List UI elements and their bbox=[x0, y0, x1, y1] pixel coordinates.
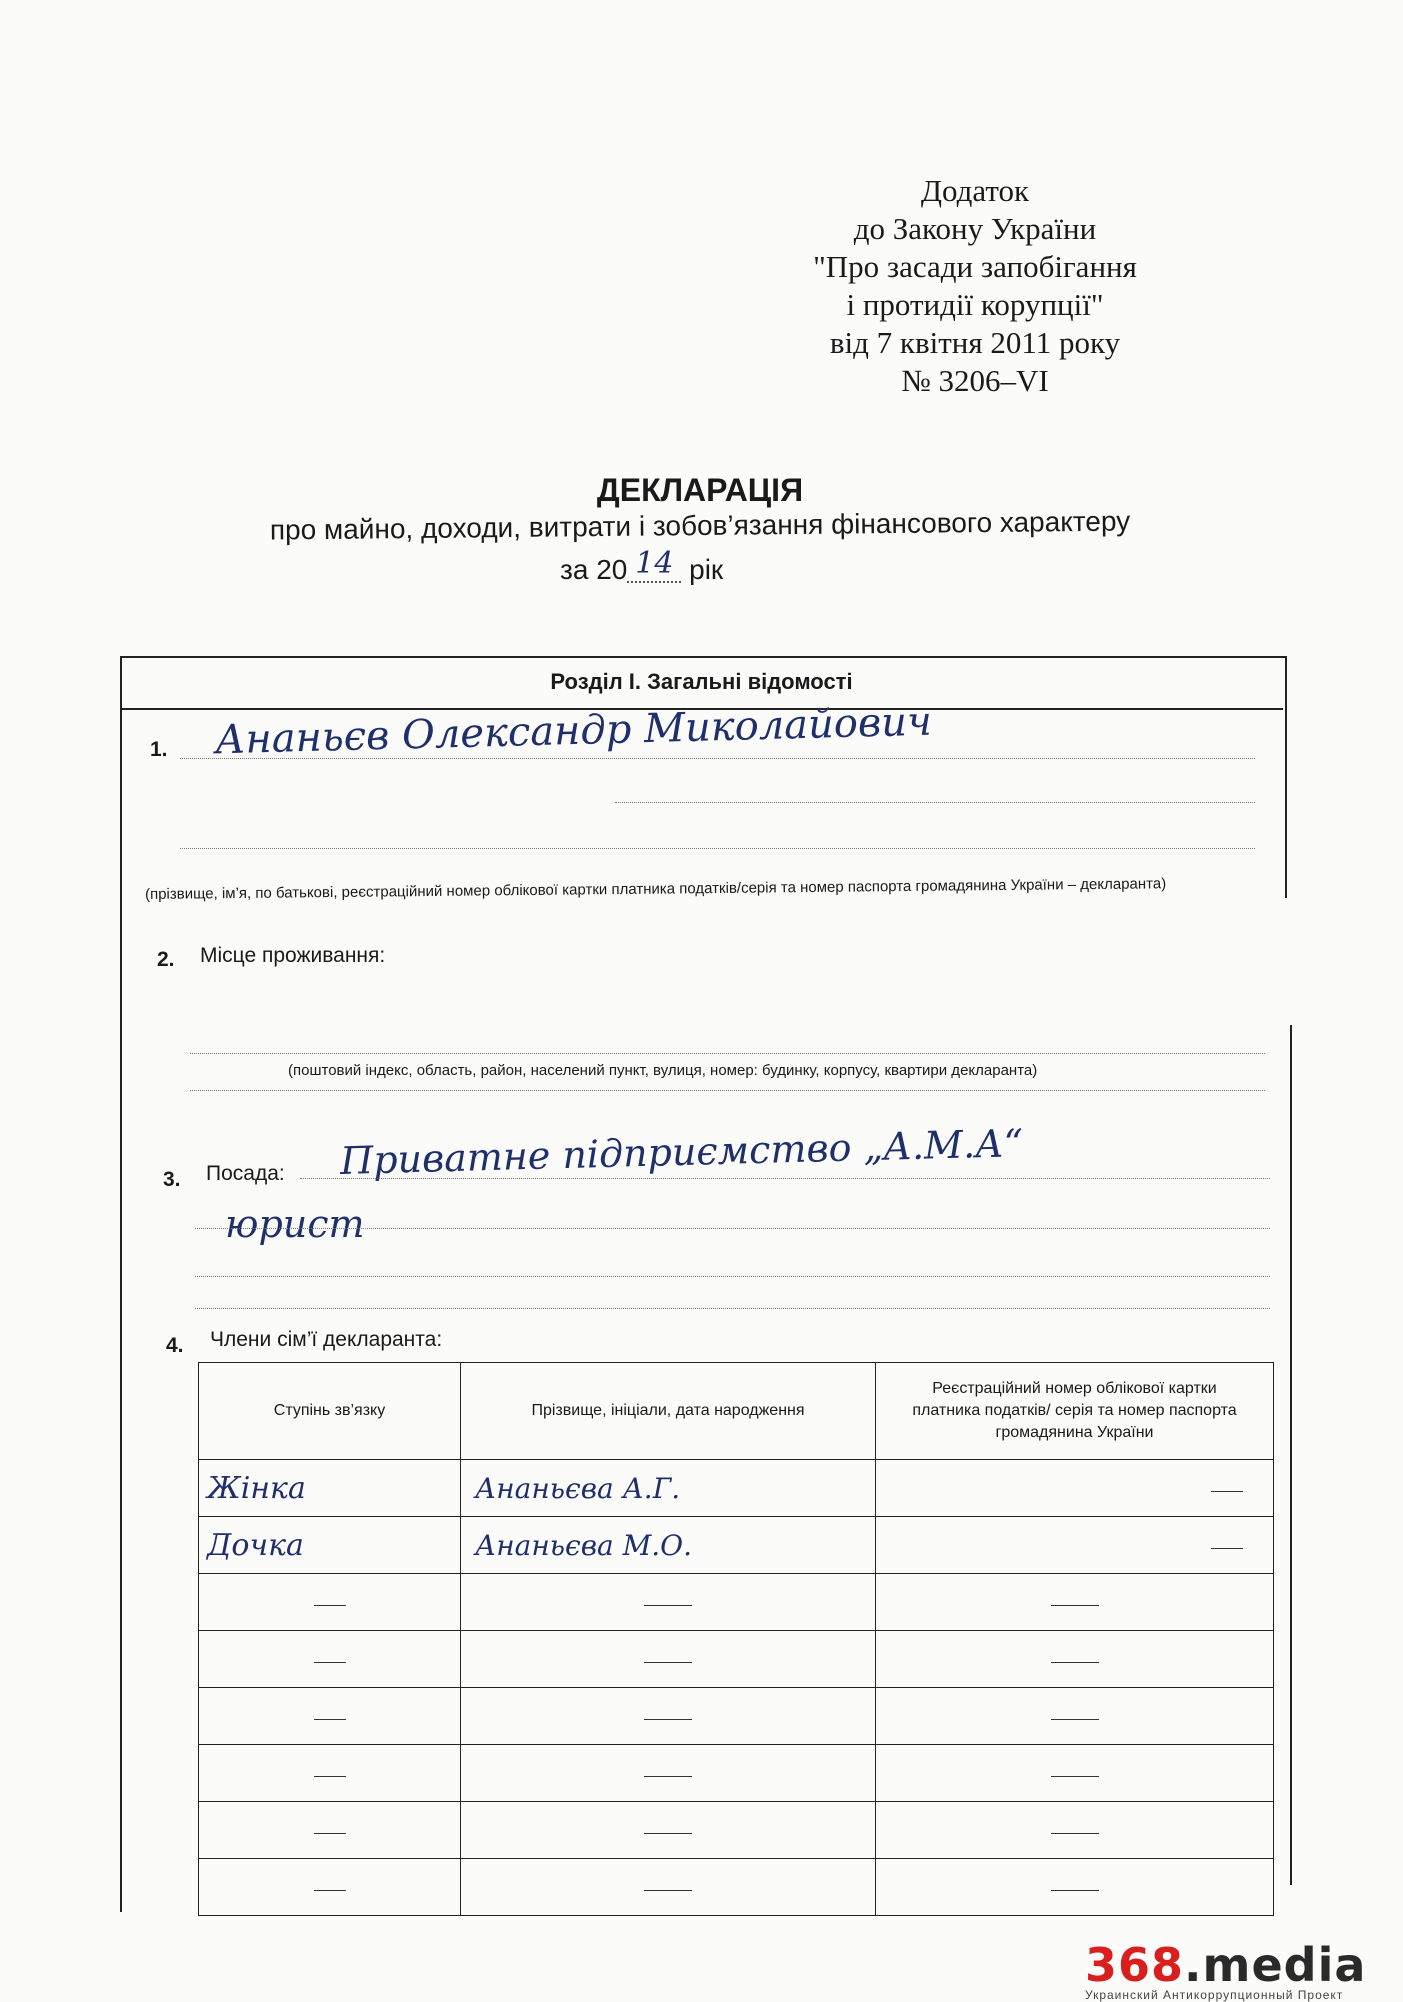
section-frame-right bbox=[1290, 1025, 1292, 1885]
item3-label: Посада: bbox=[206, 1162, 285, 1185]
brand-logo: 368.media bbox=[1085, 1938, 1367, 1992]
header-line: до Закону України bbox=[853, 211, 1097, 246]
column-header: Реєстраційний номер облікової картки платника податків/ серія та номер паспорта громадянина України bbox=[876, 1363, 1274, 1460]
site-watermark bbox=[1085, 1938, 1395, 2002]
table-row bbox=[199, 1688, 1274, 1745]
empty-mark bbox=[644, 1776, 692, 1777]
item3-line bbox=[195, 1228, 1270, 1229]
year-handwritten: 14 bbox=[635, 546, 674, 581]
position-value: Приватне підприємство „А.М.А“ bbox=[339, 1121, 1024, 1183]
table-row bbox=[199, 1574, 1274, 1631]
item3-number: 3. bbox=[163, 1168, 181, 1191]
year-prefix: за 20 bbox=[560, 554, 628, 585]
header-line: від 7 квітня 2011 року bbox=[829, 325, 1121, 360]
brand-tagline: Украинский Антикоррупционный Проект bbox=[1085, 1988, 1344, 2002]
empty-mark bbox=[314, 1833, 346, 1834]
column-header: Прізвище, ініціали, дата народження bbox=[461, 1363, 876, 1460]
item2-label: Місце проживання: bbox=[200, 944, 386, 967]
empty-mark bbox=[314, 1605, 346, 1606]
empty-mark bbox=[644, 1833, 692, 1834]
item2-number: 2. bbox=[157, 948, 175, 971]
item2-line bbox=[190, 1053, 1265, 1054]
empty-mark bbox=[1051, 1776, 1099, 1777]
name-cell: Ананьєва А.Г. bbox=[475, 1471, 681, 1505]
position-title: юрист bbox=[225, 1202, 365, 1246]
table-row bbox=[199, 1859, 1274, 1916]
table-row bbox=[199, 1802, 1274, 1859]
empty-mark bbox=[1211, 1491, 1243, 1492]
item3-line bbox=[300, 1178, 1270, 1179]
declarant-name: Ананьєв Олександр Миколайович bbox=[214, 698, 933, 764]
empty-mark bbox=[1051, 1890, 1099, 1891]
empty-mark bbox=[314, 1776, 346, 1777]
item4-number: 4. bbox=[166, 1334, 184, 1357]
item1-line bbox=[180, 848, 1255, 849]
law-reference-header bbox=[760, 172, 1190, 400]
item1-caption: (прізвище, ім’я, по батькові, реєстраційний номер облікової картки платника податків/серія та номер паспорта громадянина України – декларанта) bbox=[144, 875, 1167, 903]
table-row bbox=[199, 1460, 1274, 1517]
year-suffix: рік bbox=[689, 554, 724, 585]
item1-number: 1. bbox=[150, 738, 168, 761]
empty-mark bbox=[1051, 1605, 1099, 1606]
item3-line bbox=[195, 1308, 1270, 1309]
item1-line bbox=[180, 758, 1255, 759]
item3-line bbox=[195, 1276, 1270, 1277]
declaration-title: ДЕКЛАРАЦІЯ bbox=[596, 472, 804, 508]
header-line: "Про засади запобігання bbox=[813, 249, 1137, 284]
empty-mark bbox=[314, 1662, 346, 1663]
empty-mark bbox=[1051, 1833, 1099, 1834]
empty-mark bbox=[1211, 1548, 1243, 1549]
declaration-year bbox=[560, 546, 860, 589]
table-row bbox=[199, 1745, 1274, 1802]
table-header-row bbox=[199, 1363, 1274, 1460]
table-row bbox=[199, 1517, 1274, 1574]
empty-mark bbox=[644, 1890, 692, 1891]
relation-cell: Дочка bbox=[207, 1527, 304, 1563]
empty-mark bbox=[644, 1662, 692, 1663]
empty-mark bbox=[1051, 1662, 1099, 1663]
relation-cell: Жінка bbox=[207, 1470, 306, 1506]
table-row bbox=[199, 1631, 1274, 1688]
declaration-subtitle: про майно, доходи, витрати і зобов’язання фінансового характеру bbox=[269, 505, 1131, 546]
item2-line bbox=[190, 1090, 1265, 1091]
name-cell: Ананьєва М.О. bbox=[475, 1528, 693, 1562]
header-line: і протидії корупції" bbox=[846, 287, 1104, 322]
empty-mark bbox=[314, 1890, 346, 1891]
empty-mark bbox=[1051, 1719, 1099, 1720]
item1-line bbox=[615, 802, 1255, 803]
empty-mark bbox=[644, 1605, 692, 1606]
empty-mark bbox=[644, 1719, 692, 1720]
header-line: № 3206–VI bbox=[901, 363, 1049, 398]
column-header: Ступінь зв’язку bbox=[199, 1363, 461, 1460]
section-title: Розділ І. Загальні відомості bbox=[120, 656, 1283, 710]
empty-mark bbox=[314, 1719, 346, 1720]
item4-label: Члени сім’ї декларанта: bbox=[210, 1328, 443, 1351]
family-members-table bbox=[198, 1362, 1274, 1916]
item2-caption: (поштовий індекс, область, район, населений пункт, вулиця, номер: будинку, корпусу, квартири декларанта) bbox=[288, 1062, 1038, 1079]
header-line: Додаток bbox=[920, 173, 1030, 208]
